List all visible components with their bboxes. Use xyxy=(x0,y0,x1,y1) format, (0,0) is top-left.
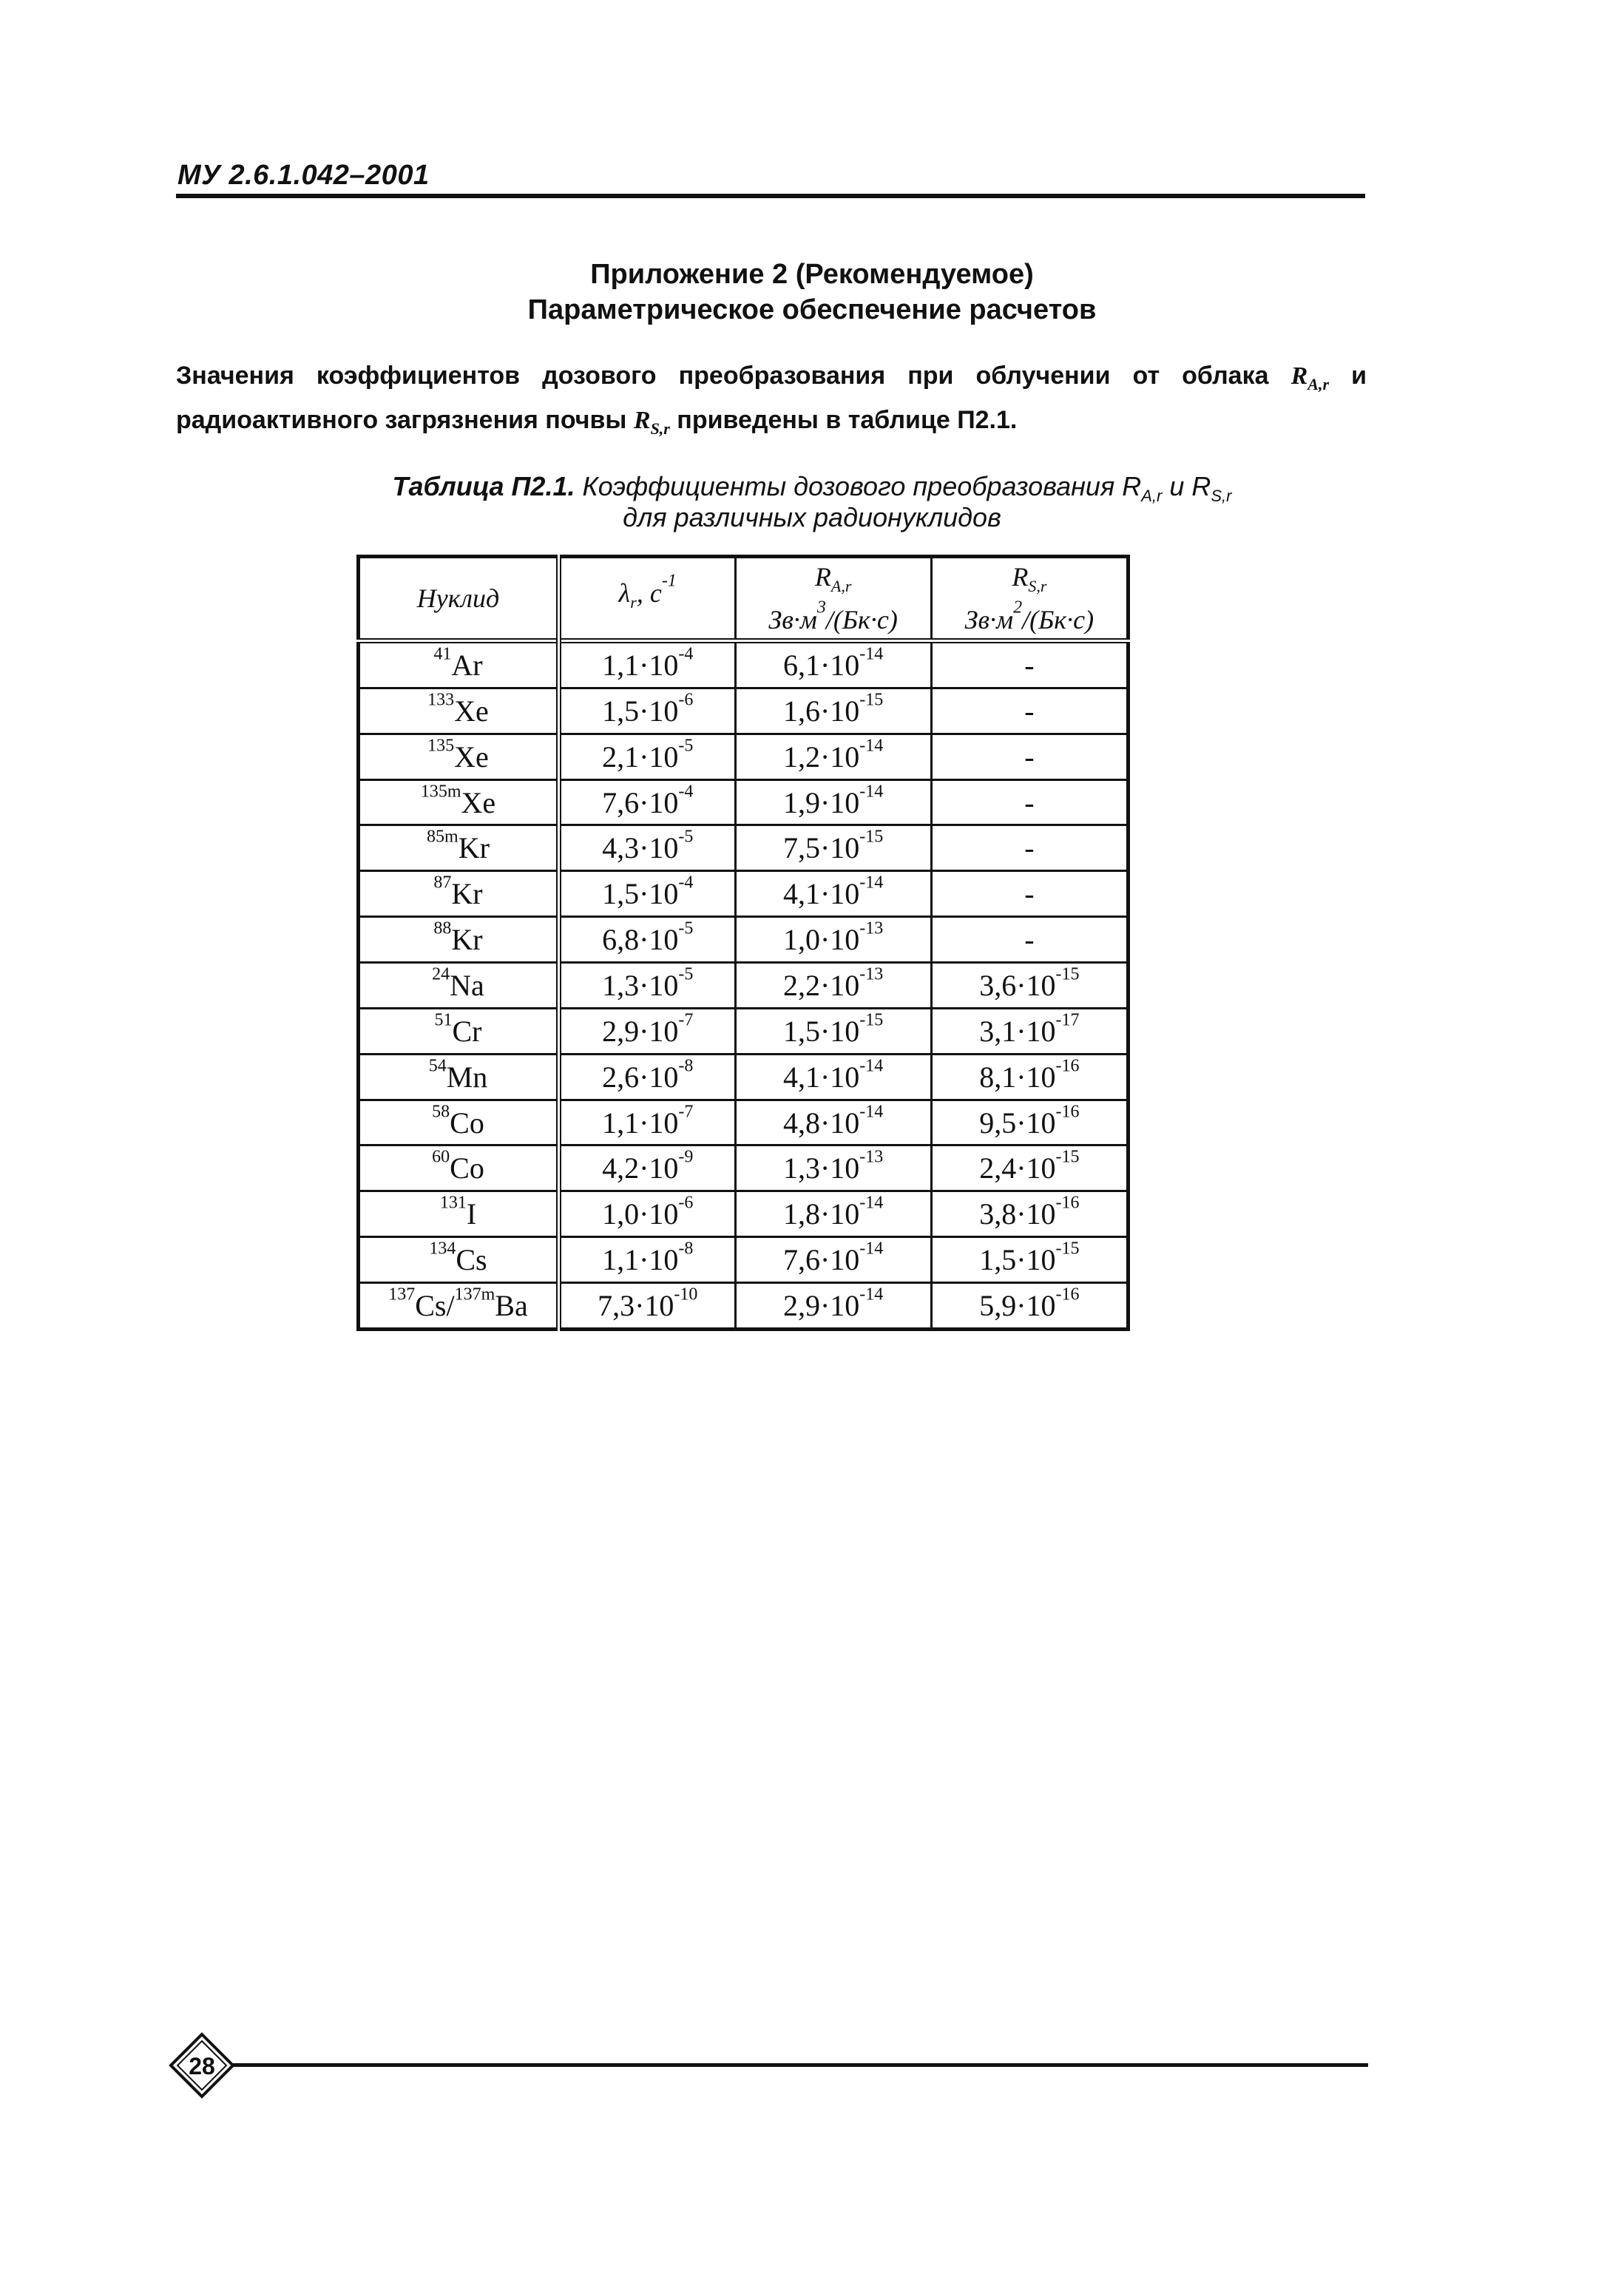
intro-paragraph xyxy=(176,358,1367,447)
lambda-cell-exponent: -4 xyxy=(678,781,694,801)
table-caption-mid: и R xyxy=(1162,471,1211,501)
rs-cell-mantissa: 8,1·10 xyxy=(979,1060,1056,1094)
nuclide-mass: 137 xyxy=(388,1285,416,1304)
rs-cell xyxy=(931,1191,1128,1237)
nuclide-cell xyxy=(359,734,559,779)
table-row xyxy=(359,917,1129,963)
lambda-cell xyxy=(558,871,735,917)
rs-cell-exponent: -16 xyxy=(1055,1285,1080,1304)
table-row xyxy=(359,688,1129,734)
rs-cell-exponent: -17 xyxy=(1055,1010,1080,1030)
ra-cell xyxy=(735,1191,931,1237)
lambda-cell-mantissa: 2,1·10 xyxy=(602,739,679,774)
ra-cell xyxy=(735,779,931,825)
rs-cell xyxy=(931,1237,1128,1283)
rs-cell-mantissa: - xyxy=(1024,739,1035,774)
table-row xyxy=(359,825,1129,871)
lambda-cell xyxy=(558,1100,735,1145)
nuclide-mass: 85m xyxy=(427,827,459,847)
lambda-cell-exponent: -9 xyxy=(678,1147,694,1167)
ra-cell-mantissa: 6,1·10 xyxy=(782,648,860,682)
ra-cell xyxy=(735,641,931,688)
lambda-cell xyxy=(558,1054,735,1100)
nuclide-mass: 51 xyxy=(434,1010,453,1030)
appendix-title: Приложение 2 (Рекомендуемое) xyxy=(590,259,1034,290)
table-row xyxy=(359,1237,1129,1283)
header-lambda-unit: , с xyxy=(636,578,662,609)
header-ra-unit-a: Зв·м xyxy=(768,604,817,634)
rs-cell xyxy=(931,779,1128,825)
rs-cell-mantissa: 5,9·10 xyxy=(979,1289,1056,1323)
nuclide-mass: 88 xyxy=(433,918,452,938)
table-caption-label: Таблица П2.1. xyxy=(392,471,575,501)
lambda-cell xyxy=(558,1008,735,1054)
header-rs-unit-a: Зв·м xyxy=(964,604,1014,634)
nuclide-symbol: Ar xyxy=(451,648,483,682)
symbol-ra xyxy=(1290,362,1330,393)
lambda-cell xyxy=(558,963,735,1009)
symbol-rs-subscript: S,r xyxy=(650,419,670,438)
rs-cell xyxy=(931,1145,1128,1191)
ra-cell-exponent: -14 xyxy=(859,1101,884,1121)
nuclide-mass: 134 xyxy=(429,1239,456,1259)
lambda-cell xyxy=(558,1191,735,1237)
lambda-cell-mantissa: 1,1·10 xyxy=(602,648,679,682)
nuclide-symbol: Cs/ xyxy=(415,1289,455,1323)
rs-cell xyxy=(931,963,1128,1009)
nuclide-cell xyxy=(359,1237,559,1283)
rs-cell-exponent: -16 xyxy=(1055,1101,1080,1121)
lambda-cell xyxy=(558,1283,735,1330)
table-row xyxy=(359,1100,1129,1145)
ra-cell-exponent: -13 xyxy=(859,1147,884,1167)
header-lambda-exp: -1 xyxy=(661,571,677,591)
ra-cell-mantissa: 2,2·10 xyxy=(782,968,860,1002)
lambda-cell xyxy=(558,1145,735,1191)
ra-cell-mantissa: 1,0·10 xyxy=(782,923,860,957)
rs-cell-exponent: -15 xyxy=(1055,1147,1080,1167)
header-lambda-symbol: λ xyxy=(618,578,631,609)
lambda-cell xyxy=(558,1237,735,1283)
lambda-cell-exponent: -5 xyxy=(678,964,694,984)
lambda-cell xyxy=(558,688,735,734)
ra-cell xyxy=(735,1100,931,1145)
nuclide-symbol: Na xyxy=(450,968,484,1002)
nuclide-cell xyxy=(359,1008,559,1054)
ra-cell xyxy=(735,1283,931,1330)
symbol-ra-letter: R xyxy=(1290,362,1308,390)
nuclide-mass: 60 xyxy=(432,1147,450,1167)
rs-cell-mantissa: 1,5·10 xyxy=(979,1243,1056,1277)
ra-cell xyxy=(735,1237,931,1283)
lambda-cell-mantissa: 1,3·10 xyxy=(602,968,679,1002)
lambda-cell-mantissa: 1,1·10 xyxy=(602,1106,679,1140)
nuclide-symbol-2: Ba xyxy=(495,1289,528,1323)
nuclide-mass: 54 xyxy=(428,1056,447,1076)
ra-cell-exponent: -14 xyxy=(859,873,884,893)
lambda-cell-exponent: -7 xyxy=(678,1101,694,1121)
lambda-cell-mantissa: 7,3·10 xyxy=(598,1289,674,1323)
symbol-rs xyxy=(633,406,670,438)
rs-cell-mantissa: 3,8·10 xyxy=(979,1197,1056,1231)
nuclide-mass: 24 xyxy=(432,964,450,984)
ra-cell-mantissa: 1,5·10 xyxy=(782,1014,860,1048)
lambda-cell-exponent: -4 xyxy=(678,644,694,664)
lambda-cell-mantissa: 1,5·10 xyxy=(602,694,679,728)
nuclide-symbol: Mn xyxy=(446,1060,488,1094)
page-number-diamond-icon xyxy=(169,2032,235,2099)
rs-cell-mantissa: 3,6·10 xyxy=(979,968,1056,1002)
header-rs-sub: S,r xyxy=(1028,577,1047,596)
table-row xyxy=(359,1145,1129,1191)
rs-cell-mantissa: - xyxy=(1024,877,1035,911)
nuclide-cell xyxy=(359,963,559,1009)
nuclide-symbol: Xe xyxy=(461,785,496,819)
ra-cell xyxy=(735,871,931,917)
ra-cell-mantissa: 1,8·10 xyxy=(782,1197,860,1231)
rs-cell xyxy=(931,825,1128,871)
lambda-cell-exponent: -8 xyxy=(678,1056,694,1076)
ra-cell-mantissa: 1,6·10 xyxy=(782,694,860,728)
table-caption-sub-s: S,r xyxy=(1211,487,1232,506)
nuclide-symbol: Kr xyxy=(451,923,483,957)
header-rs xyxy=(931,557,1128,641)
nuclide-cell xyxy=(359,688,559,734)
lambda-cell-exponent: -7 xyxy=(678,1010,694,1030)
ra-cell xyxy=(735,917,931,963)
nuclide-symbol: Cr xyxy=(452,1014,482,1048)
lambda-cell-exponent: -4 xyxy=(678,873,694,893)
ra-cell-exponent: -14 xyxy=(859,781,884,801)
lambda-cell xyxy=(558,779,735,825)
rs-cell xyxy=(931,1100,1128,1145)
page-number: 28 xyxy=(189,2053,215,2079)
table-row xyxy=(359,963,1129,1009)
ra-cell-exponent: -14 xyxy=(859,1056,884,1076)
ra-cell xyxy=(735,1054,931,1100)
header-nuclide: Нуклид xyxy=(359,557,559,641)
header-lambda-sub: r xyxy=(630,593,637,612)
rs-cell-mantissa: - xyxy=(1024,831,1035,865)
rs-cell-mantissa: 3,1·10 xyxy=(979,1014,1056,1048)
ra-cell-mantissa: 4,1·10 xyxy=(782,877,860,911)
nuclide-cell xyxy=(359,1054,559,1100)
rs-cell-mantissa: - xyxy=(1024,923,1035,957)
table-row xyxy=(359,871,1129,917)
ra-cell-exponent: -14 xyxy=(859,644,884,664)
lambda-cell xyxy=(558,641,735,688)
ra-cell-mantissa: 1,2·10 xyxy=(782,739,860,774)
nuclide-cell xyxy=(359,1283,559,1330)
lambda-cell-exponent: -6 xyxy=(678,690,694,710)
header-rs-unit-exp: 2 xyxy=(1013,598,1023,617)
nuclide-mass: 135 xyxy=(427,736,455,756)
ra-cell-mantissa: 7,6·10 xyxy=(782,1243,860,1277)
intro-text-3: приведены в таблице П2.1. xyxy=(669,405,1018,434)
rs-cell xyxy=(931,734,1128,779)
lambda-cell-mantissa: 1,0·10 xyxy=(602,1197,679,1231)
nuclide-mass: 131 xyxy=(439,1193,467,1213)
lambda-cell-exponent: -5 xyxy=(678,736,694,756)
ra-cell-exponent: -13 xyxy=(859,918,884,938)
table-row xyxy=(359,1054,1129,1100)
ra-cell-mantissa: 7,5·10 xyxy=(782,831,860,865)
header-ra-sub: A,r xyxy=(830,577,852,596)
ra-cell-mantissa: 1,9·10 xyxy=(782,785,860,819)
ra-cell-mantissa: 2,9·10 xyxy=(782,1289,860,1323)
ra-cell-exponent: -15 xyxy=(859,827,884,847)
ra-cell-exponent: -13 xyxy=(859,964,884,984)
footer-rule xyxy=(231,2063,1368,2067)
lambda-cell-mantissa: 4,3·10 xyxy=(602,831,679,865)
rs-cell xyxy=(931,1283,1128,1330)
lambda-cell-exponent: -5 xyxy=(678,827,694,847)
lambda-cell-mantissa: 2,9·10 xyxy=(602,1014,679,1048)
symbol-rs-letter: R xyxy=(633,406,651,434)
table-row xyxy=(359,1008,1129,1054)
ra-cell xyxy=(735,734,931,779)
rs-cell xyxy=(931,641,1128,688)
nuclide-cell xyxy=(359,779,559,825)
nuclide-mass-2: 137m xyxy=(454,1285,495,1304)
nuclide-mass: 41 xyxy=(433,644,452,664)
rs-cell-mantissa: - xyxy=(1024,785,1035,819)
ra-cell-mantissa: 1,3·10 xyxy=(782,1151,860,1185)
lambda-cell-mantissa: 2,6·10 xyxy=(602,1060,679,1094)
rs-cell-exponent: -15 xyxy=(1055,1239,1080,1259)
ra-cell-exponent: -14 xyxy=(859,1285,884,1304)
lambda-cell xyxy=(558,825,735,871)
ra-cell-exponent: -15 xyxy=(859,1010,884,1030)
nuclide-cell xyxy=(359,1100,559,1145)
table-row xyxy=(359,1191,1129,1237)
rs-cell-exponent: -15 xyxy=(1055,964,1080,984)
nuclide-mass: 133 xyxy=(427,690,455,710)
coefficients-table xyxy=(356,555,1130,1331)
nuclide-cell xyxy=(359,825,559,871)
ra-cell-mantissa: 4,8·10 xyxy=(782,1106,860,1140)
lambda-cell-mantissa: 7,6·10 xyxy=(602,785,679,819)
nuclide-mass: 58 xyxy=(432,1101,450,1121)
header-rs-symbol: R xyxy=(1012,562,1029,592)
table-row xyxy=(359,734,1129,779)
nuclide-symbol: Xe xyxy=(454,739,489,774)
rs-cell-exponent: -16 xyxy=(1055,1056,1080,1076)
lambda-cell xyxy=(558,917,735,963)
header-ra xyxy=(735,557,931,641)
lambda-cell-exponent: -8 xyxy=(678,1239,694,1259)
nuclide-symbol: Co xyxy=(450,1151,484,1185)
nuclide-cell xyxy=(359,1191,559,1237)
lambda-cell-exponent: -10 xyxy=(674,1285,698,1304)
rs-cell xyxy=(931,917,1128,963)
rs-cell xyxy=(931,871,1128,917)
ra-cell xyxy=(735,963,931,1009)
header-lambda xyxy=(558,557,735,641)
symbol-ra-subscript: A,r xyxy=(1307,374,1330,393)
ra-cell-mantissa: 4,1·10 xyxy=(782,1060,860,1094)
lambda-cell-mantissa: 1,5·10 xyxy=(602,877,679,911)
nuclide-symbol: Kr xyxy=(458,831,490,865)
header-ra-unit-b: /(Бк·с) xyxy=(825,604,898,634)
nuclide-symbol: Kr xyxy=(451,877,483,911)
ra-cell xyxy=(735,1008,931,1054)
header-rs-unit-b: /(Бк·с) xyxy=(1022,604,1094,634)
nuclide-cell xyxy=(359,641,559,688)
table-body xyxy=(359,641,1129,1330)
appendix-subtitle: Параметрическое обеспечение расчетов xyxy=(527,294,1097,325)
header-ra-symbol: R xyxy=(814,562,831,592)
lambda-cell-exponent: -5 xyxy=(678,918,694,938)
lambda-cell-mantissa: 6,8·10 xyxy=(602,923,679,957)
nuclide-symbol: Co xyxy=(450,1106,484,1140)
table-caption-line2: для различных радионуклидов xyxy=(623,502,1001,532)
table-row xyxy=(359,641,1129,688)
rs-cell-mantissa: - xyxy=(1024,694,1035,728)
rs-cell-mantissa: 9,5·10 xyxy=(979,1106,1056,1140)
lambda-cell-mantissa: 4,2·10 xyxy=(602,1151,679,1185)
rs-cell-mantissa: - xyxy=(1024,648,1035,682)
nuclide-symbol: Xe xyxy=(454,694,489,728)
rs-cell xyxy=(931,1008,1128,1054)
rs-cell xyxy=(931,1054,1128,1100)
rs-cell xyxy=(931,688,1128,734)
ra-cell-exponent: -14 xyxy=(859,736,884,756)
document-code: МУ 2.6.1.042–2001 xyxy=(177,160,430,191)
table-header-row xyxy=(359,557,1129,641)
nuclide-mass: 87 xyxy=(433,873,452,893)
rs-cell-exponent: -16 xyxy=(1055,1193,1080,1213)
intro-text-1: Значения коэффициентов дозового преобразования при облучении от облака xyxy=(176,362,1291,390)
table-row xyxy=(359,779,1129,825)
table-caption-sub-a: A,r xyxy=(1141,487,1163,506)
table-caption-text: Коэффициенты дозового преобразования R xyxy=(575,471,1142,501)
lambda-cell xyxy=(558,734,735,779)
intro-text-2: и радиоактивного загрязнения почвы xyxy=(176,362,1367,434)
nuclide-mass: 135m xyxy=(420,781,461,801)
rs-cell-mantissa: 2,4·10 xyxy=(979,1151,1056,1185)
ra-cell xyxy=(735,688,931,734)
nuclide-symbol: Cs xyxy=(456,1243,487,1277)
header-rule xyxy=(176,194,1365,198)
header-ra-unit-exp: 3 xyxy=(816,598,826,617)
lambda-cell-exponent: -6 xyxy=(678,1193,694,1213)
table-row xyxy=(359,1283,1129,1330)
ra-cell-exponent: -15 xyxy=(859,690,884,710)
nuclide-cell xyxy=(359,917,559,963)
ra-cell-exponent: -14 xyxy=(859,1239,884,1259)
nuclide-symbol: I xyxy=(466,1197,477,1231)
ra-cell xyxy=(735,825,931,871)
nuclide-cell xyxy=(359,871,559,917)
nuclide-cell xyxy=(359,1145,559,1191)
lambda-cell-mantissa: 1,1·10 xyxy=(602,1243,679,1277)
ra-cell xyxy=(735,1145,931,1191)
ra-cell-exponent: -14 xyxy=(859,1193,884,1213)
